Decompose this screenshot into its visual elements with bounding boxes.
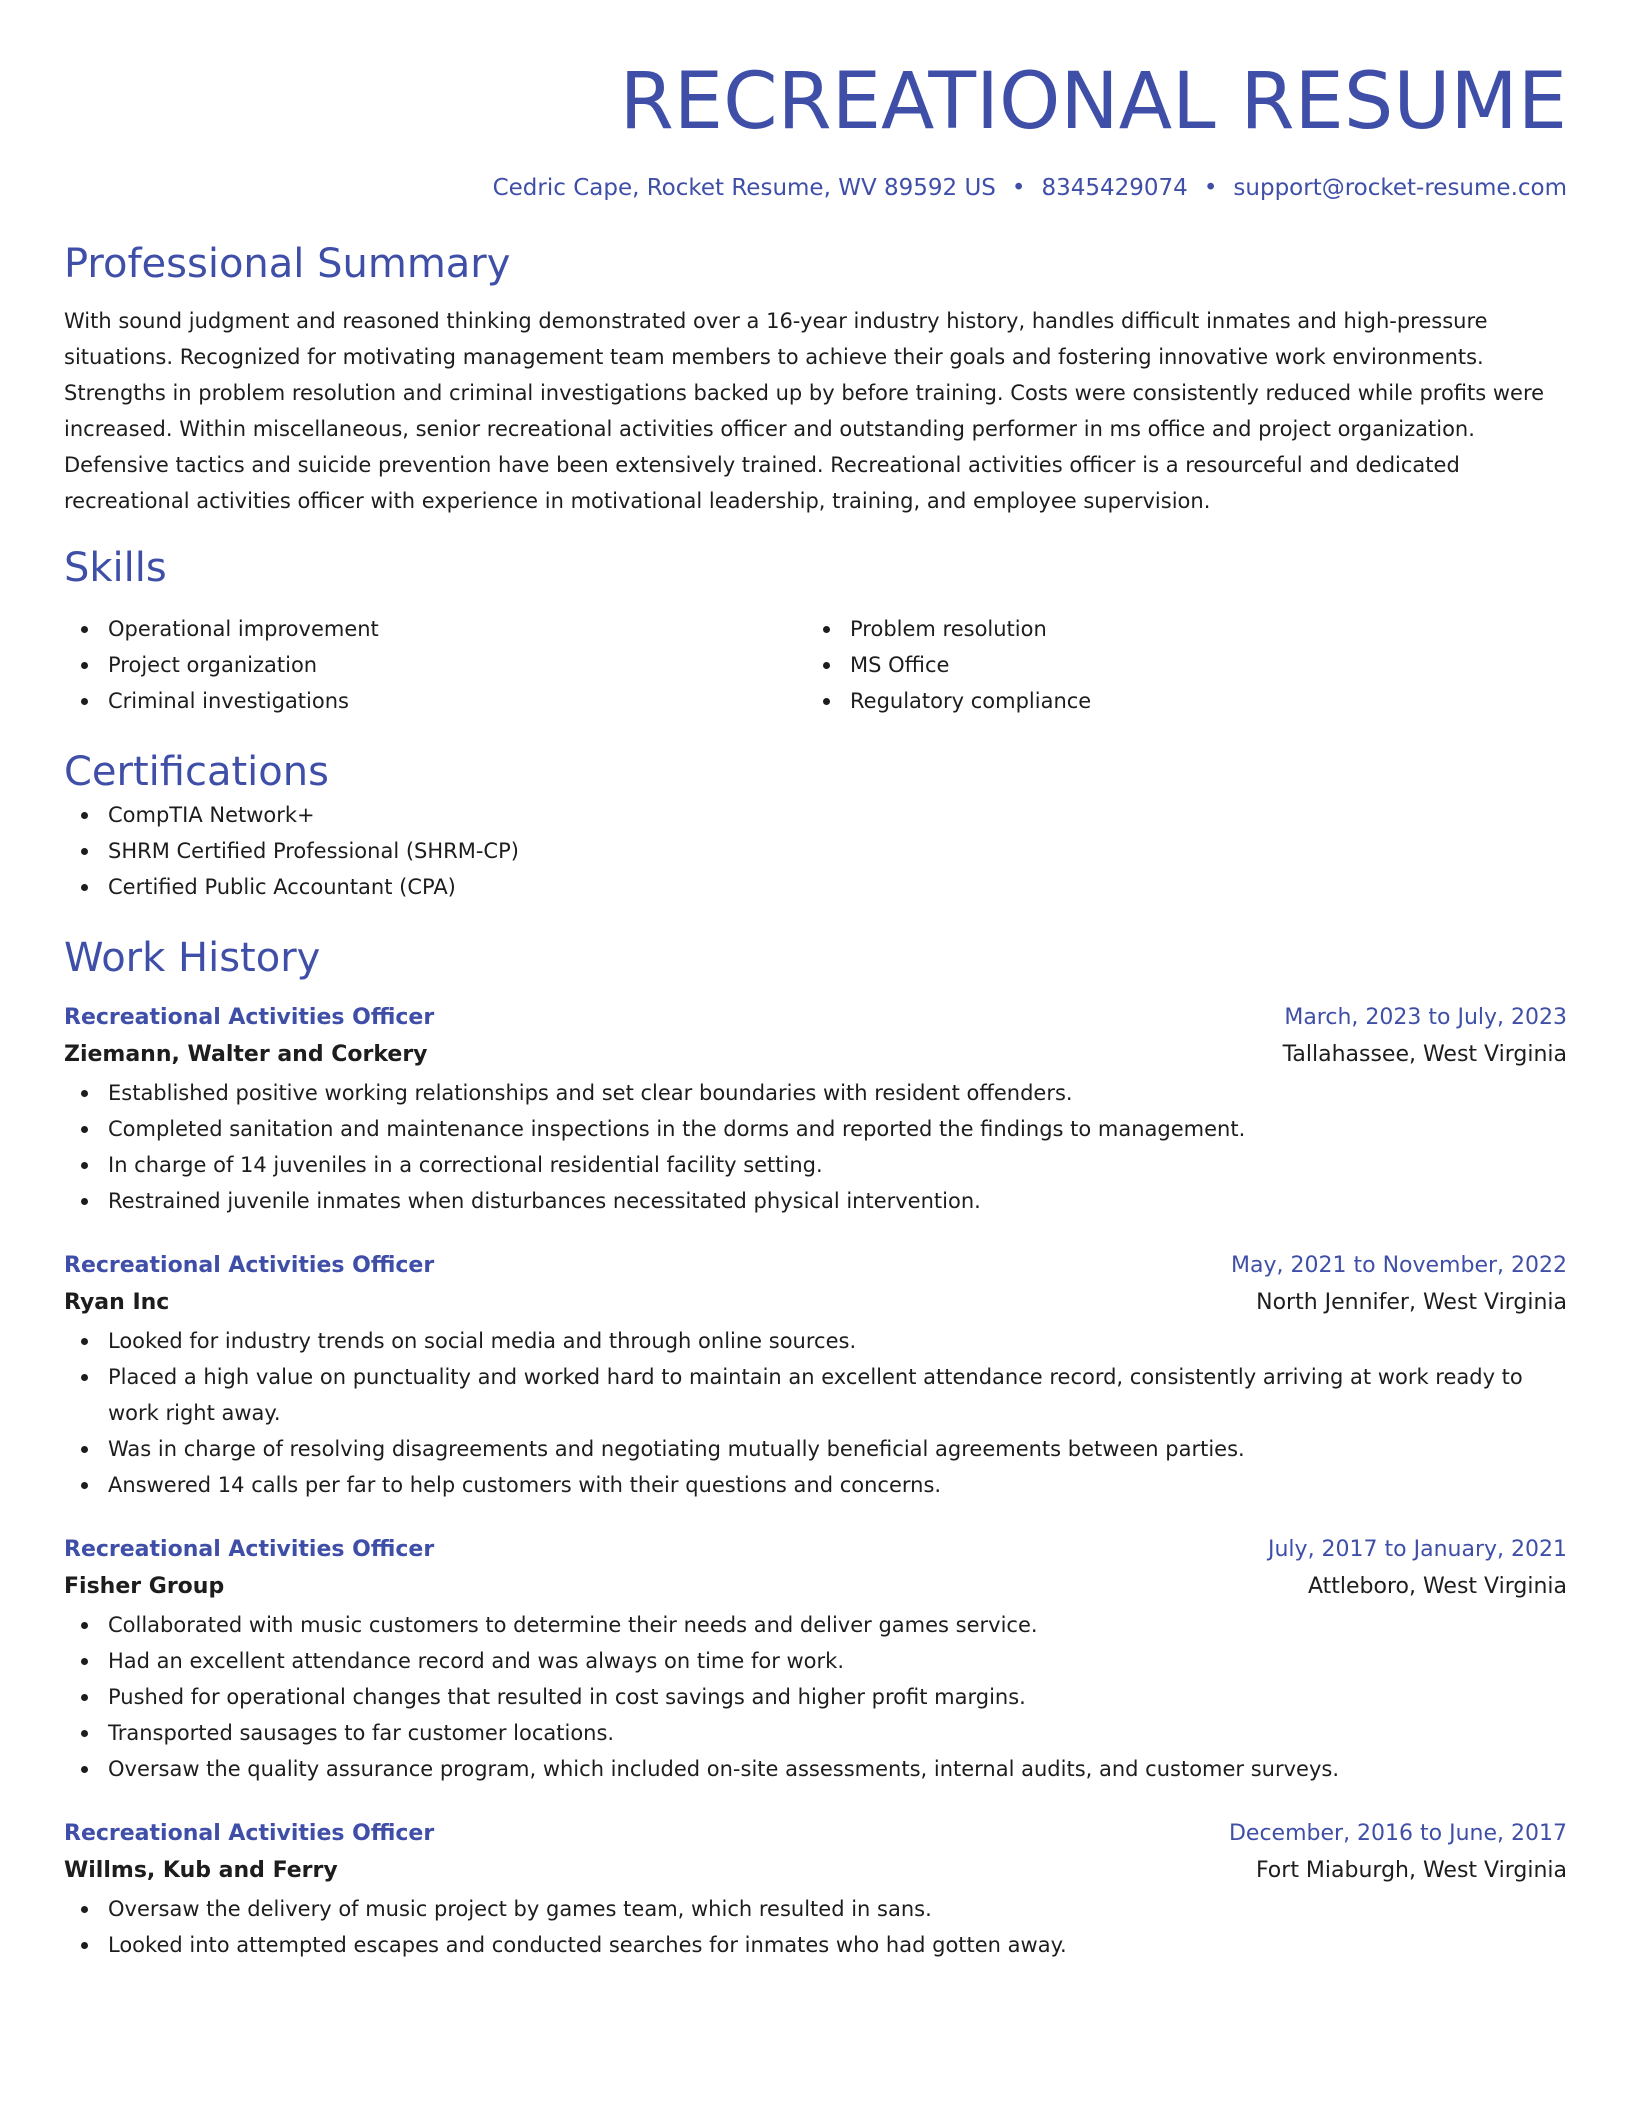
contact-email[interactable]: support@rocket-resume.com [1233, 175, 1567, 201]
job-entry [64, 1533, 1567, 1787]
certification-item: CompTIA Network+ [64, 797, 1567, 833]
job-duty: Transported sausages to far customer locations. [64, 1715, 1567, 1751]
skills-heading: Skills [64, 545, 167, 591]
job-subheader [64, 1851, 1567, 1891]
job-duty: Looked for industry trends on social media and through online sources. [64, 1323, 1567, 1359]
job-title: Recreational Activities Officer [64, 1253, 435, 1278]
job-entry [64, 1249, 1567, 1503]
job-duties [64, 1607, 1567, 1787]
job-duty: Collaborated with music customers to determine their needs and deliver games service. [64, 1607, 1567, 1643]
skills-grid [64, 611, 1567, 719]
contact-phone: 8345429074 [1041, 175, 1188, 201]
job-company: Ziemann, Walter and Corkery [64, 1042, 428, 1067]
job-company: Fisher Group [64, 1574, 225, 1599]
contact-address: Cedric Cape, Rocket Resume, WV 89592 US [492, 175, 996, 201]
job-header [64, 1249, 1567, 1283]
job-duty: In charge of 14 juveniles in a correctional residential facility setting. [64, 1147, 1567, 1183]
resume-page [64, 0, 1567, 1963]
job-subheader [64, 1035, 1567, 1075]
skill-item: Regulatory compliance [806, 683, 1548, 719]
skills-list-right [806, 611, 1548, 719]
job-dates: July, 2017 to January, 2021 [1268, 1537, 1567, 1562]
job-duties [64, 1323, 1567, 1503]
resume-title: RECREATIONAL RESUME [619, 57, 1567, 147]
job-title: Recreational Activities Officer [64, 1821, 435, 1846]
skills-column-left [64, 611, 806, 719]
job-duty: Completed sanitation and maintenance inspections in the dorms and reported the findings to management. [64, 1111, 1567, 1147]
job-header [64, 1533, 1567, 1567]
job-location: Attleboro, West Virginia [1307, 1574, 1567, 1599]
contact-line [64, 173, 1567, 203]
job-entry [64, 1817, 1567, 1963]
skill-item: Operational improvement [64, 611, 806, 647]
skills-column-right [806, 611, 1548, 719]
summary-text: With sound judgment and reasoned thinking demonstrated over a 16-year industry history, handles difficult inmates and high-pressure situations. Recognized for motivating management team members to achieve their goals and fostering innovative work environments. Strengths in problem resolution and criminal investigations backed up by before training. Costs were consistently reduced while profits were increased. Within miscellaneous, senior recreational activities officer and outstanding performer in ms office and project organization. Defensive tactics and suicide prevention have been extensively trained. Recreational activities officer is a resourceful and dedicated recreational activities officer with experience in motivational leadership, training, and employee supervision. [64, 309, 1545, 513]
job-duty: Oversaw the quality assurance program, which included on-site assessments, internal audits, and customer surveys. [64, 1751, 1567, 1787]
job-subheader [64, 1567, 1567, 1607]
job-location: North Jennifer, West Virginia [1256, 1290, 1567, 1315]
job-duties [64, 1075, 1567, 1219]
job-company: Ryan Inc [64, 1290, 170, 1315]
job-title: Recreational Activities Officer [64, 1537, 435, 1562]
skill-item: Criminal investigations [64, 683, 806, 719]
certification-item: Certified Public Accountant (CPA) [64, 869, 1567, 905]
job-duty: Was in charge of resolving disagreements and negotiating mutually beneficial agreements between parties. [64, 1431, 1567, 1467]
job-duty: Established positive working relationships and set clear boundaries with resident offenders. [64, 1075, 1567, 1111]
job-header [64, 1817, 1567, 1851]
skill-item: MS Office [806, 647, 1548, 683]
certification-item: SHRM Certified Professional (SHRM-CP) [64, 833, 1567, 869]
skill-item: Project organization [64, 647, 806, 683]
job-entry [64, 1001, 1567, 1219]
job-duty: Had an excellent attendance record and was always on time for work. [64, 1643, 1567, 1679]
job-duty: Answered 14 calls per far to help customers with their questions and concerns. [64, 1467, 1567, 1503]
job-location: Fort Miaburgh, West Virginia [1255, 1858, 1567, 1883]
job-duty: Placed a high value on punctuality and worked hard to maintain an excellent attendance record, consistently arriving at work ready to work right away. [64, 1359, 1567, 1431]
job-location: Tallahassee, West Virginia [1282, 1042, 1567, 1067]
contact-separator: • [1011, 175, 1026, 201]
job-duty: Oversaw the delivery of music project by games team, which resulted in sans. [64, 1891, 1567, 1927]
summary-heading: Professional Summary [64, 241, 511, 287]
skill-item: Problem resolution [806, 611, 1548, 647]
job-company: Willms, Kub and Ferry [64, 1858, 338, 1883]
contact-separator: • [1203, 175, 1218, 201]
certifications-heading: Certifications [64, 749, 329, 795]
skills-list-left [64, 611, 806, 719]
job-duty: Restrained juvenile inmates when disturbances necessitated physical intervention. [64, 1183, 1567, 1219]
job-duties [64, 1891, 1567, 1963]
job-subheader [64, 1283, 1567, 1323]
job-dates: December, 2016 to June, 2017 [1228, 1821, 1567, 1846]
job-duty: Pushed for operational changes that resulted in cost savings and higher profit margins. [64, 1679, 1567, 1715]
job-duty: Looked into attempted escapes and conducted searches for inmates who had gotten away. [64, 1927, 1567, 1963]
job-dates: March, 2023 to July, 2023 [1284, 1005, 1567, 1030]
work-history-heading: Work History [64, 935, 321, 981]
certifications-list [64, 797, 1567, 905]
job-dates: May, 2021 to November, 2022 [1231, 1253, 1567, 1278]
job-header [64, 1001, 1567, 1035]
job-title: Recreational Activities Officer [64, 1005, 435, 1030]
